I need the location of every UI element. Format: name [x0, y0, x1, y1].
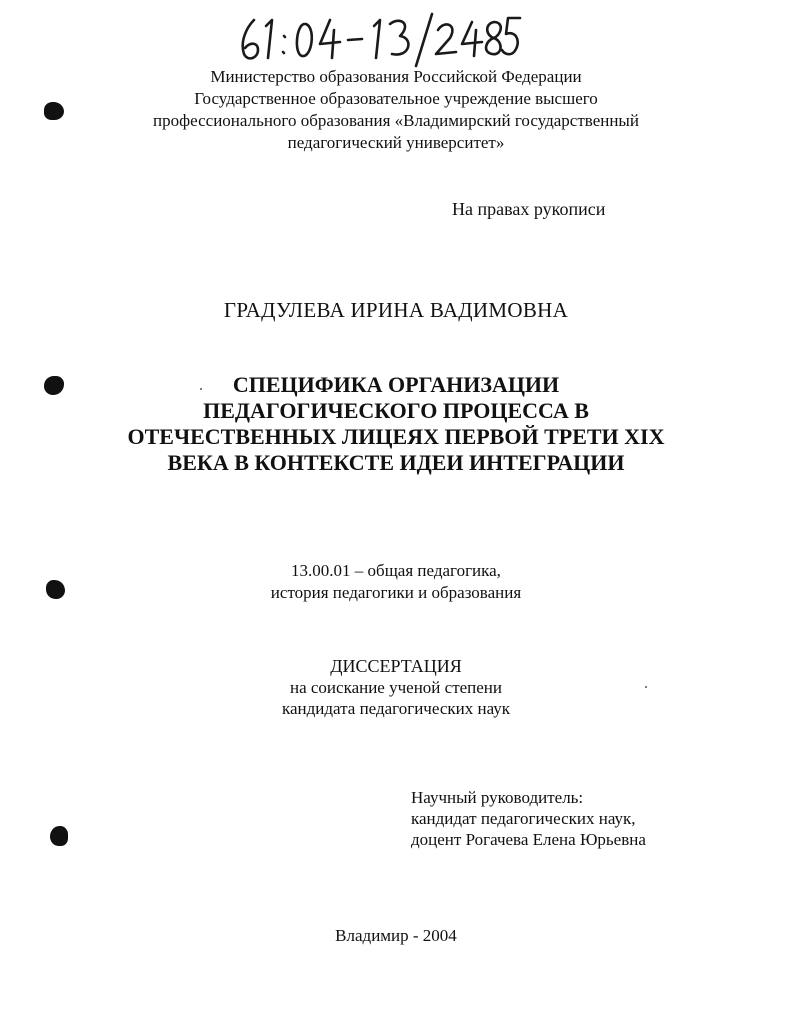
supervisor-block: [411, 787, 646, 850]
scan-speck: [200, 388, 202, 390]
title-line-4: ВЕКА В КОНТЕКСТЕ ИДЕИ ИНТЕГРАЦИИ: [167, 450, 625, 475]
supervisor-degree: кандидат педагогических наук,: [411, 809, 636, 828]
specialty-code: [0, 560, 792, 604]
ministry-line-4: педагогический университет»: [287, 133, 505, 152]
rights-note: На правах рукописи: [452, 199, 606, 219]
city-year: Владимир - 2004: [335, 926, 457, 945]
dissertation-title: [0, 372, 792, 476]
degree-line-2: на соискание ученой степени: [289, 678, 503, 697]
punch-hole-mark: [44, 102, 64, 120]
scan-speck: [645, 686, 647, 688]
specialty-line-2: история педагогики и образования: [270, 583, 522, 602]
title-line-3: ОТЕЧЕСТВЕННЫХ ЛИЦЕЯХ ПЕРВОЙ ТРЕТИ XIX: [127, 424, 665, 449]
ministry-line-1: Министерство образования Российской Федерации: [210, 67, 582, 86]
handwritten-archive-number-drawing: [232, 8, 522, 68]
ministry-line-2: Государственное образовательное учреждение высшего: [194, 89, 598, 108]
title-line-2: ПЕДАГОГИЧЕСКОГО ПРОЦЕССА В: [203, 398, 589, 423]
specialty-line-1: 13.00.01 – общая педагогика,: [291, 561, 501, 580]
handwritten-archive-number: [232, 8, 522, 68]
ministry-line-3: профессионального образования «Владимирский государственный: [153, 111, 639, 130]
author-name: ГРАДУЛЕВА ИРИНА ВАДИМОВНА: [223, 298, 569, 322]
title-line-1: СПЕЦИФИКА ОРГАНИЗАЦИИ: [232, 372, 560, 397]
ministry-header: [0, 66, 792, 154]
degree-block: [0, 655, 792, 719]
document-type: ДИССЕРТАЦИЯ: [330, 656, 462, 676]
supervisor-label: Научный руководитель:: [411, 788, 584, 807]
degree-line-3: кандидата педагогических наук: [281, 699, 511, 718]
punch-hole-mark: [50, 826, 68, 846]
punch-hole-mark: [46, 580, 65, 599]
supervisor-name: доцент Рогачева Елена Юрьевна: [411, 830, 646, 849]
